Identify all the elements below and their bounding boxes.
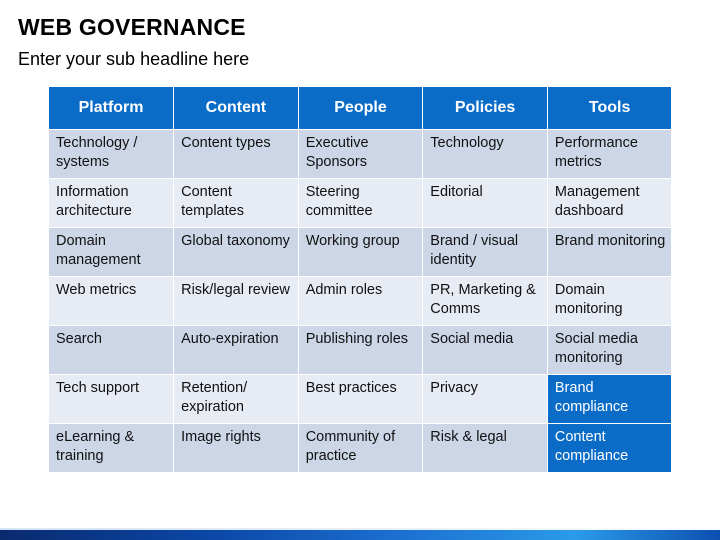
table-cell: Publishing roles (298, 326, 423, 375)
highlighted-cell: Content compliance (547, 424, 672, 473)
table-cell: Risk & legal (423, 424, 548, 473)
governance-table (49, 87, 672, 473)
table-cell: Executive Sponsors (298, 130, 423, 179)
table-cell: Community of practice (298, 424, 423, 473)
table-cell: eLearning & training (49, 424, 174, 473)
table-cell: Content templates (174, 179, 299, 228)
table-cell: Steering committee (298, 179, 423, 228)
table-row (49, 424, 672, 473)
table-header-row (49, 87, 672, 130)
table-cell: Global taxonomy (174, 228, 299, 277)
table-cell: Risk/legal review (174, 277, 299, 326)
column-header-platform: Platform (49, 87, 174, 130)
table-cell: Domain management (49, 228, 174, 277)
table-cell: Search (49, 326, 174, 375)
table-cell: Performance metrics (547, 130, 672, 179)
table-cell: Image rights (174, 424, 299, 473)
table-cell: Domain monitoring (547, 277, 672, 326)
table-cell: Retention/ expiration (174, 375, 299, 424)
table-cell: Technology / systems (49, 130, 174, 179)
table-cell: Information architecture (49, 179, 174, 228)
table-cell: Tech support (49, 375, 174, 424)
highlighted-cell: Brand compliance (547, 375, 672, 424)
table-cell: Social media monitoring (547, 326, 672, 375)
page-title: WEB GOVERNANCE (18, 14, 246, 40)
table-cell: Content types (174, 130, 299, 179)
table-cell: Best practices (298, 375, 423, 424)
table-cell: Social media (423, 326, 548, 375)
table-row (49, 130, 672, 179)
table-cell: Web metrics (49, 277, 174, 326)
table-cell: Brand / visual identity (423, 228, 548, 277)
table-row (49, 179, 672, 228)
page-subtitle: Enter your sub headline here (18, 49, 250, 69)
table-cell: Working group (298, 228, 423, 277)
table-cell: Auto-expiration (174, 326, 299, 375)
column-header-people: People (298, 87, 423, 130)
footer-gradient-bar (0, 530, 720, 540)
column-header-tools: Tools (547, 87, 672, 130)
table-cell: Brand monitoring (547, 228, 672, 277)
table-cell: Editorial (423, 179, 548, 228)
table-cell: PR, Marketing & Comms (423, 277, 548, 326)
column-header-content: Content (174, 87, 299, 130)
table-row (49, 228, 672, 277)
table-cell: Technology (423, 130, 548, 179)
table-cell: Privacy (423, 375, 548, 424)
table-cell: Management dashboard (547, 179, 672, 228)
table-row (49, 277, 672, 326)
table-cell: Admin roles (298, 277, 423, 326)
table-row (49, 326, 672, 375)
column-header-policies: Policies (423, 87, 548, 130)
table-row (49, 375, 672, 424)
